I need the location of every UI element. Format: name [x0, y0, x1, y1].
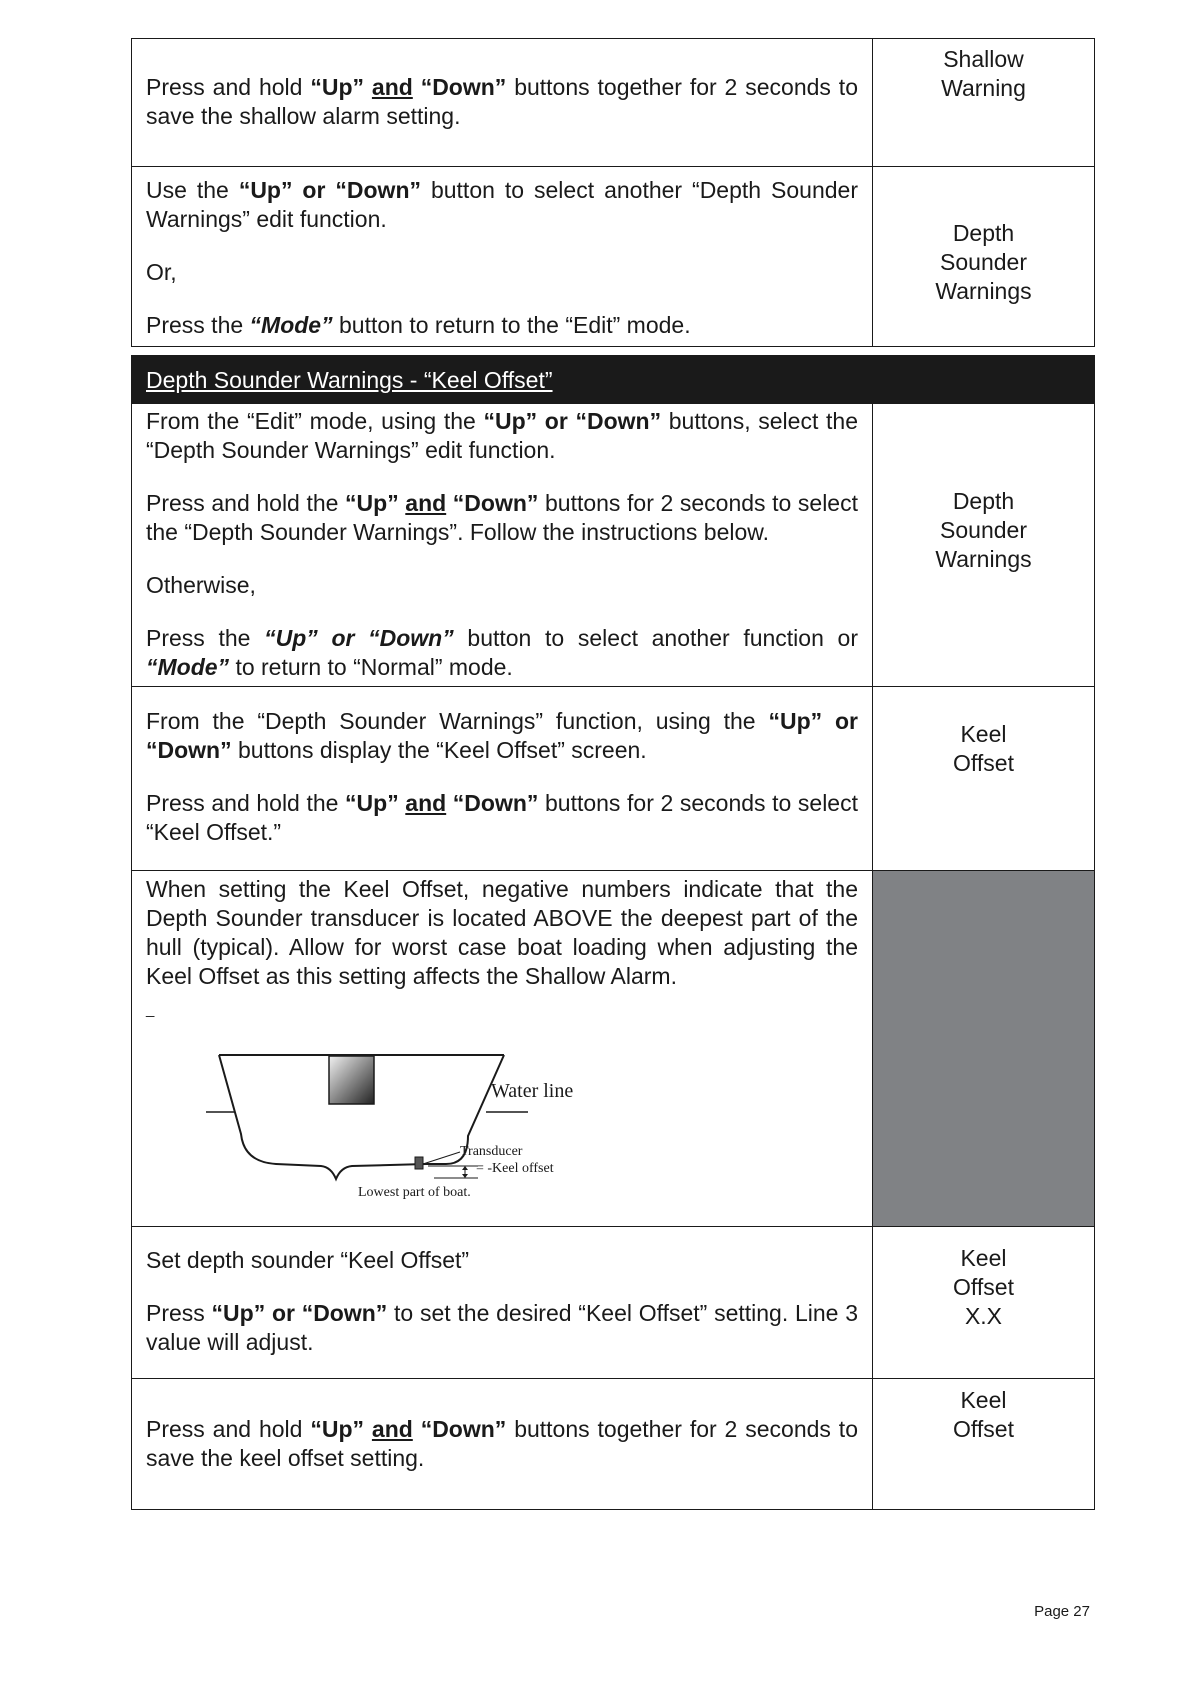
section-header — [132, 356, 1094, 404]
arrow-up-icon — [462, 1166, 468, 1170]
page-number: Page 27 — [1034, 1603, 1090, 1620]
table-row — [132, 1378, 1094, 1509]
instruction-text: Set depth sounder “Keel Offset” — [146, 1247, 470, 1273]
instruction-text: Press “Up” or “Down” to set the desired “Keel Offset” setting. Line 3 value will adjust. — [146, 1300, 858, 1355]
display-cell — [873, 404, 1094, 686]
transducer-mark — [415, 1157, 423, 1169]
instruction-text: Press and hold the “Up” and “Down” buttons for 2 seconds to select the “Depth Sounder Warnings”. Follow the instructions below. — [146, 490, 858, 545]
instruction-cell — [132, 39, 873, 166]
instruction-text: From the “Depth Sounder Warnings” function, using the “Up” or “Down” buttons display the “Keel Offset” screen. — [146, 708, 858, 763]
instruction-text: Press the “Up” or “Down” button to select another function or “Mode” to return to “Normal” mode. — [146, 625, 858, 680]
display-line: Depth — [952, 220, 1015, 246]
display-line: Sounder — [940, 249, 1027, 275]
display-line: Warnings — [935, 278, 1032, 304]
display-cell — [873, 39, 1094, 166]
arrow-down-icon — [462, 1174, 468, 1178]
table-row — [132, 686, 1094, 870]
instruction-cell — [132, 871, 873, 1226]
instruction-cell — [132, 404, 873, 686]
display-cell — [873, 687, 1094, 870]
keel-offset-diagram — [206, 1024, 626, 1204]
display-line: Keel — [960, 721, 1007, 747]
display-line: Warning — [941, 75, 1026, 101]
display-cell — [873, 167, 1094, 346]
display-line: Sounder — [940, 517, 1027, 543]
water-line-label: Water line — [491, 1080, 574, 1102]
display-line: Offset — [953, 750, 1014, 776]
display-line: Keel — [960, 1245, 1007, 1271]
instruction-cell — [132, 687, 873, 870]
instruction-text: Press the “Mode” button to return to the “Edit” mode. — [146, 312, 691, 338]
instruction-cell — [132, 167, 873, 346]
instruction-text: From the “Edit” mode, using the “Up” or “Down” buttons, select the “Depth Sounder Warnings” edit function. — [146, 408, 858, 463]
instruction-text: Press and hold “Up” and “Down” buttons together for 2 seconds to save the keel offset setting. — [146, 1416, 858, 1471]
keel-offset-label: = -Keel offset — [476, 1161, 554, 1176]
display-cell — [873, 1379, 1094, 1509]
instruction-text: When setting the Keel Offset, negative numbers indicate that the Depth Sounder transducer is located ABOVE the deepest part of the hull (typical). Allow for worst case boat loading when adjusting the Keel Offset as this setting affects the Shallow Alarm. — [146, 876, 858, 989]
instruction-text: Or, — [146, 259, 177, 285]
instruction-cell — [132, 1227, 873, 1378]
instruction-text: Otherwise, — [146, 572, 256, 598]
instruction-text: Press and hold “Up” and “Down” buttons together for 2 seconds to save the shallow alarm setting. — [146, 74, 858, 129]
instruction-text: Press and hold the “Up” and “Down” buttons for 2 seconds to select “Keel Offset.” — [146, 790, 858, 845]
display-line: Depth — [952, 488, 1015, 514]
display-line: Offset — [953, 1274, 1014, 1300]
table-row — [132, 166, 1094, 346]
transducer-label: Transducer — [460, 1144, 523, 1159]
instruction-cell — [132, 1379, 873, 1509]
display-line: Shallow — [943, 46, 1024, 72]
table-row — [132, 39, 1094, 166]
dash-mark: _ — [146, 1001, 155, 1018]
shallow-warning-table — [131, 38, 1095, 347]
table-row — [132, 870, 1094, 1226]
display-line: Offset — [953, 1416, 1014, 1442]
keel-offset-table — [131, 355, 1095, 1510]
table-row — [132, 404, 1094, 686]
display-line: X.X — [964, 1303, 1003, 1329]
table-row — [132, 1226, 1094, 1378]
instruction-text: Use the “Up” or “Down” button to select another “Depth Sounder Warnings” edit function. — [146, 177, 858, 232]
display-line: Warnings — [935, 546, 1032, 572]
display-line: Keel — [960, 1387, 1007, 1413]
cabin-block — [329, 1056, 374, 1104]
display-cell — [873, 1227, 1094, 1378]
lowest-part-label: Lowest part of boat. — [358, 1185, 471, 1200]
section-header-title: Depth Sounder Warnings - “Keel Offset” — [146, 367, 553, 393]
display-cell-blank — [873, 871, 1094, 1226]
